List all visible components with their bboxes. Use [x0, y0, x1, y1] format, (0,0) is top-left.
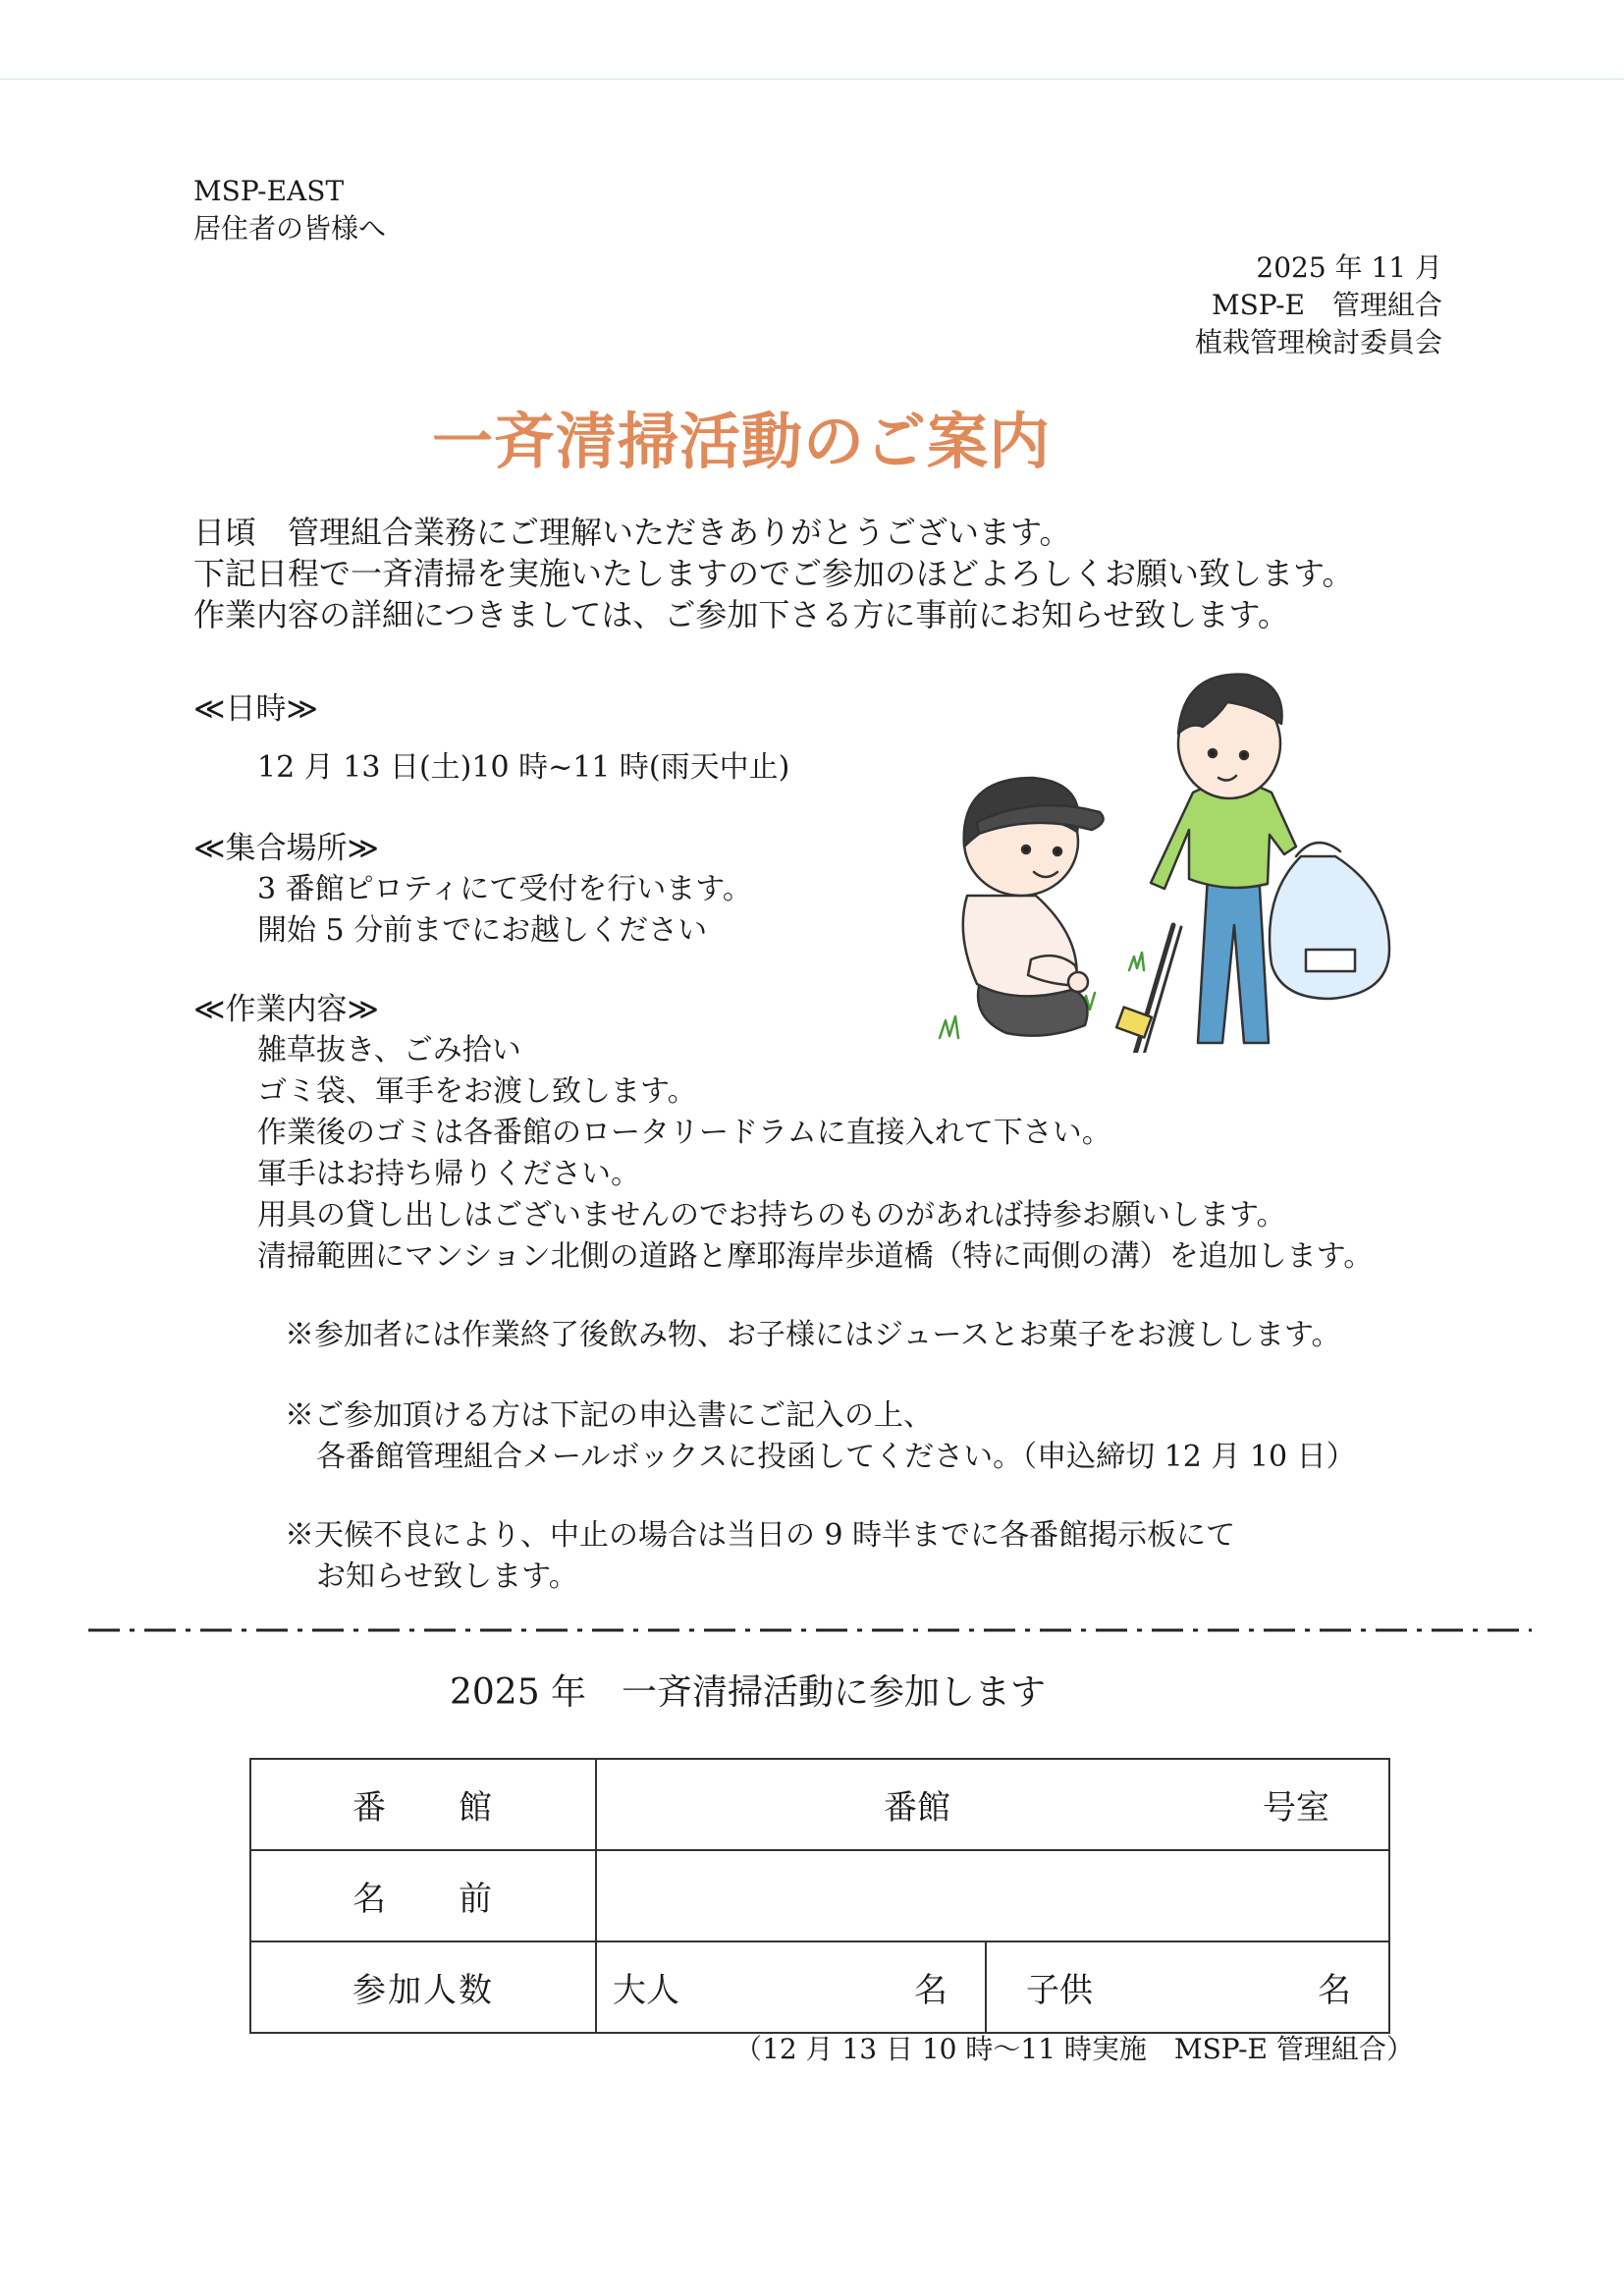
intro-line-2: 下記日程で一斉清掃を実施いたしますのでご参加のほどよろしくお願い致します。: [193, 555, 1354, 592]
form-row-name: [250, 1850, 1389, 1941]
note-refreshments: ※参加者には作業終了後飲み物、お子様にはジュースとお菓子をお渡しします。: [285, 1318, 1341, 1352]
girl-figure-icon: [963, 778, 1104, 1036]
participants-label: 参加人数: [250, 1941, 596, 2033]
work-line-1: 雑草抜き、ごみ拾い: [257, 1033, 521, 1067]
work-line-4: 軍手はお持ち帰りください。: [257, 1157, 640, 1191]
schedule-text: 12 月 13 日(土)10 時~11 時(雨天中止): [257, 750, 790, 785]
boy-figure-icon: [1116, 675, 1389, 1053]
intro-line-3: 作業内容の詳細につきましては、ご参加下さる方に事前にお知らせ致します。: [193, 596, 1289, 633]
trash-bag-icon: [1270, 843, 1389, 999]
children-input-cell[interactable]: [986, 1941, 1389, 2033]
meeting-place-heading: ≪集合場所≫: [193, 831, 379, 866]
name-input-cell[interactable]: [596, 1850, 1389, 1941]
cut-line: [88, 1628, 1532, 1632]
note-application-2: 各番館管理組合メールボックスに投函してください。（申込締切 12 月 10 日）: [316, 1440, 1356, 1474]
document-date: 2025 年 11 月: [1256, 251, 1442, 284]
work-line-2: ゴミ袋、軍手をお渡し致します。: [257, 1074, 697, 1109]
work-line-6: 清掃範囲にマンション北側の道路と摩耶海岸歩道橋（特に両側の溝）を追加します。: [257, 1239, 1374, 1274]
recipient: 居住者の皆様へ: [193, 212, 387, 245]
grass-tuft-icon: [940, 1016, 958, 1038]
form-row-building: [250, 1759, 1389, 1850]
children-unit: 名: [1318, 1971, 1351, 2010]
form-footer: （12 月 13 日 10 時～11 時実施 MSP-E 管理組合）: [734, 2033, 1414, 2065]
building-unit: 番館: [884, 1788, 950, 1828]
page-top-edge: [0, 79, 1624, 80]
note-application-1: ※ご参加頂ける方は下記の申込書にご記入の上、: [285, 1398, 933, 1433]
meeting-place-line-1: 3 番館ピロティにて受付を行います。: [257, 872, 752, 906]
form-row-participants: [250, 1941, 1389, 2033]
meeting-place-line-2: 開始 5 分前までにお越しください: [257, 913, 708, 948]
sender-org: MSP-E 管理組合: [1211, 289, 1442, 321]
application-form: [249, 1758, 1390, 2034]
recipient-org: MSP-EAST: [193, 175, 345, 207]
building-input-cell[interactable]: [596, 1759, 1389, 1850]
adults-unit: 名: [914, 1971, 947, 2010]
sender-committee: 植栽管理検討委員会: [1194, 326, 1442, 358]
children-label: 子供: [1026, 1971, 1093, 2010]
adults-label: 大人: [613, 1971, 679, 2010]
cleaning-illustration: [928, 660, 1438, 1053]
page-title: 一斉清掃活動のご案内: [432, 406, 1052, 477]
adults-input-cell[interactable]: [596, 1941, 986, 2033]
name-label: 名 前: [250, 1850, 596, 1941]
work-heading: ≪作業内容≫: [193, 992, 379, 1027]
work-line-5: 用具の貸し出しはございませんのでお持ちのものがあれば持参お願いします。: [257, 1198, 1286, 1232]
grass-tuft-icon: [1129, 953, 1144, 970]
building-label: 番 館: [250, 1759, 596, 1850]
form-title: 2025 年 一斉清掃活動に参加します: [450, 1672, 1047, 1713]
intro-line-1: 日頃 管理組合業務にご理解いただきありがとうございます。: [193, 514, 1071, 551]
note-cancellation-2: お知らせ致します。: [316, 1559, 578, 1594]
work-line-3: 作業後のゴミは各番館のロータリードラムに直接入れて下さい。: [257, 1116, 1111, 1150]
note-cancellation-1: ※天候不良により、中止の場合は当日の 9 時半までに各番館掲示板にて: [285, 1518, 1236, 1553]
room-unit: 号室: [1263, 1788, 1329, 1828]
schedule-heading: ≪日時≫: [193, 691, 318, 727]
